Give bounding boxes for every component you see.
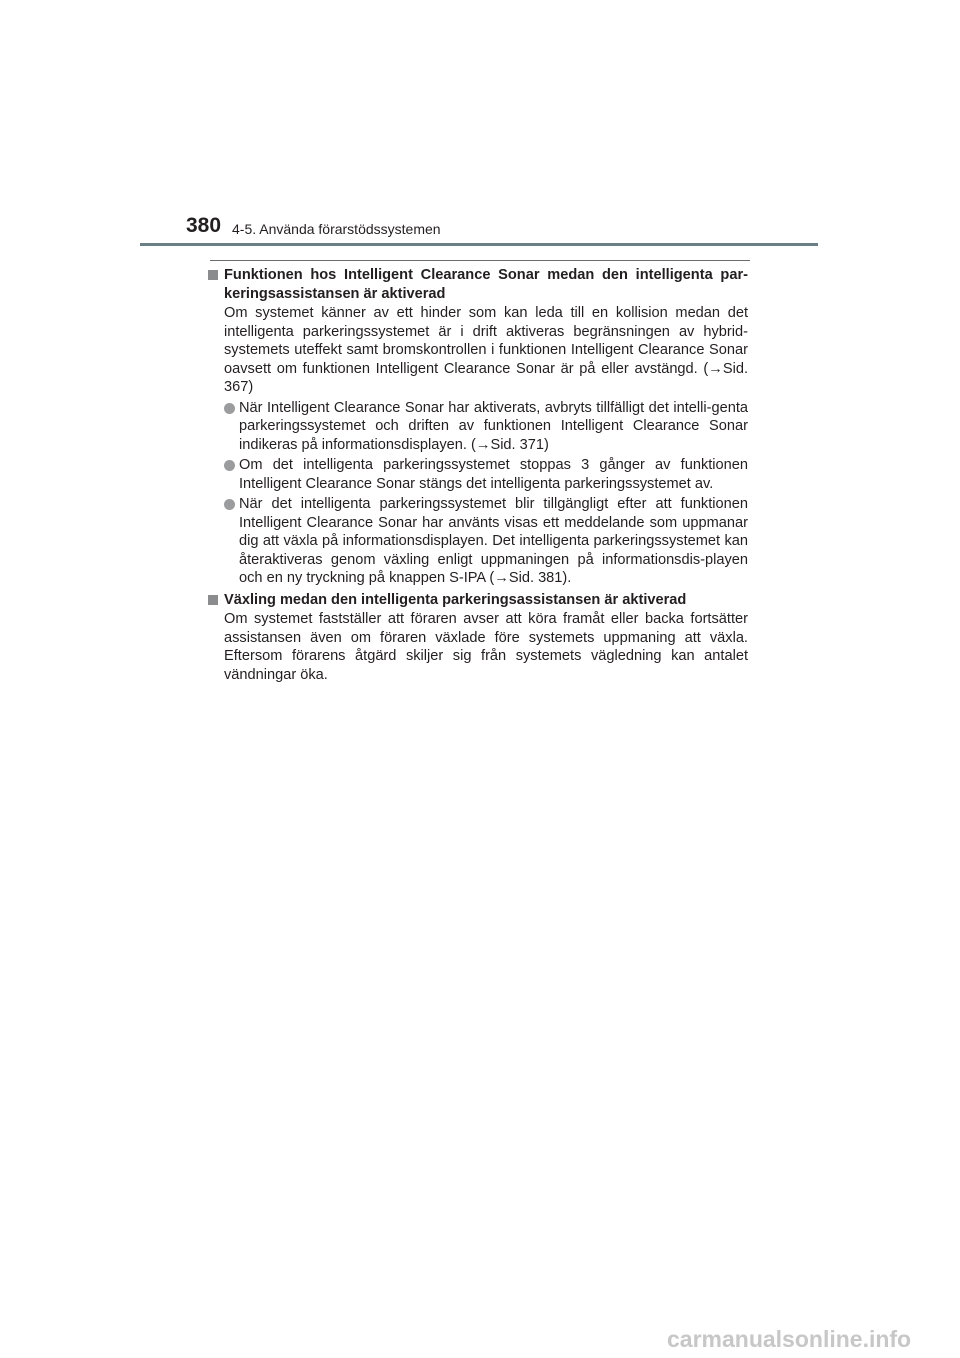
square-bullet-icon [208, 270, 218, 280]
list-item [208, 456, 748, 493]
watermark: carmanualsonline.info [667, 1326, 912, 1352]
list-item-text: När Intelligent Clearance Sonar har aktiverats, avbryts tillfälligt det intelli-genta parkeringssystemet och driften av funktionen Intelligent Clearance Sonar indikeras på informationsdisplayen. (→Sid. 371) [239, 399, 748, 453]
section-heading [208, 266, 748, 303]
section-divider [210, 260, 750, 261]
list-item [208, 495, 748, 588]
circle-bullet-icon [224, 403, 235, 414]
list-item-text: Om det intelligenta parkeringssystemet stoppas 3 gånger av funktionen Intelligent Clearance Sonar stängs det intelligenta parkeringssystemet av. [239, 457, 748, 492]
list-item-text: När det intelligenta parkeringssystemet blir tillgängligt efter att funktionen Intelligent Clearance Sonar har använts visas ett meddelande som uppmanar dig att växla på informationsdisplayen. Det intelligenta parkeringssystemet kan återaktiveras genom växling enligt uppmaningen på informationsdis-playen och en ny tryckning på knappen S-IPA (→Sid. 381). [239, 496, 748, 586]
section-body: Om systemet känner av ett hinder som kan leda till en kollision medan det intelligenta parkeringssystemet är i drift aktiveras begränsningen av hybrid-systemets uteffekt samt bromskontrollen i funktionen Intelligent Clearance Sonar oavsett om funktionen Intelligent Clearance Sonar är på eller avstängd. (→Sid. 367) [224, 305, 748, 395]
section-intelligent-clearance-sonar [208, 266, 748, 588]
section-heading-text: Växling medan den intelligenta parkeringsassistansen är aktiverad [224, 591, 687, 608]
bullet-list [208, 399, 748, 588]
circle-bullet-icon [224, 460, 235, 471]
page-number: 380 [186, 214, 222, 237]
section-heading-text: Funktionen hos Intelligent Clearance Sonar medan den intelligenta par-keringsassistansen är aktiverad [224, 267, 748, 302]
square-bullet-icon [208, 595, 218, 605]
header-rule [140, 243, 818, 246]
section-heading [208, 591, 748, 610]
chapter-title: 4-5. Använda förarstödssystemen [232, 221, 441, 237]
list-item [208, 399, 748, 455]
circle-bullet-icon [224, 499, 235, 510]
page-content [208, 266, 748, 684]
section-body: Om systemet fastställer att föraren avser att köra framåt eller backa fortsätter assistansen även om föraren växlade före systemets uppmaning att växla. Eftersom förarens åtgärd skiljer sig från systemets vägledning kan antalet vändningar öka. [224, 611, 748, 683]
section-gear-shifting [208, 591, 748, 685]
